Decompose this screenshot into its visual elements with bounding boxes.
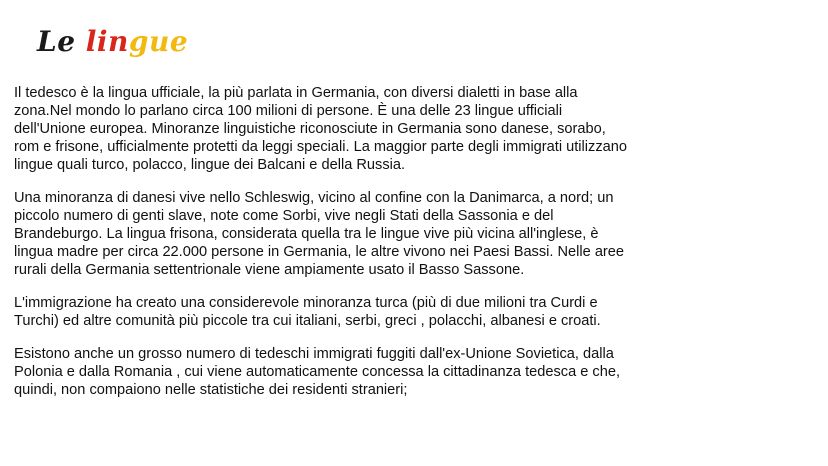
paragraph-german-emigrants: Esistono anche un grosso numero di tedeschi immigrati fuggiti dall'ex-Unione Sovietica, dalla Polonia e dalla Romania , cui viene automaticamente concessa la cittadinanza tedesca e che, quindi, non compaiono nelle statistiche dei residenti stranieri; [14, 346, 621, 398]
page-title-part-red: lin [85, 25, 129, 58]
paragraph-official-language: Il tedesco è la lingua ufficiale, la più parlata in Germania, con diversi dialetti in base alla zona.Nel mondo lo parlano circa 100 milioni di persone. È una delle 23 lingue ufficiali dell'Unione europea. Minoranze linguistiche riconosciute in Germania sono danese, sorabo, rom e frisone, ufficialmente protetti da leggi speciali. La maggior parte degli immigrati utilizzano lingue quali turco, polacco, lingue dei Balcani e della Russia. [14, 85, 627, 173]
page-title-part-black: Le [37, 25, 86, 58]
page-title-part-gold: gue [128, 25, 189, 58]
article-body [14, 84, 634, 414]
paragraph-minorities: Una minoranza di danesi vive nello Schleswig, vicino al confine con la Danimarca, a nord; un piccolo numero di genti slave, note come Sorbi, vive negli Stati della Sassonia e del Brandeburgo. La lingua frisona, considerata quella tra le lingue vive più vicina all'inglese, è lingua madre per circa 22.000 persone in Germania, le altre vivono nei Paesi Bassi. Nelle aree rurali della Germania settentrionale viene ampiamente usato il Basso Sassone. [14, 190, 625, 278]
paragraph-immigration: L'immigrazione ha creato una considerevole minoranza turca (più di due milioni tra Curdi e Turchi) ed altre comunità più piccole tra cui italiani, serbi, greci , polacchi, albanesi e croati. [14, 295, 601, 329]
page-title [37, 22, 188, 62]
